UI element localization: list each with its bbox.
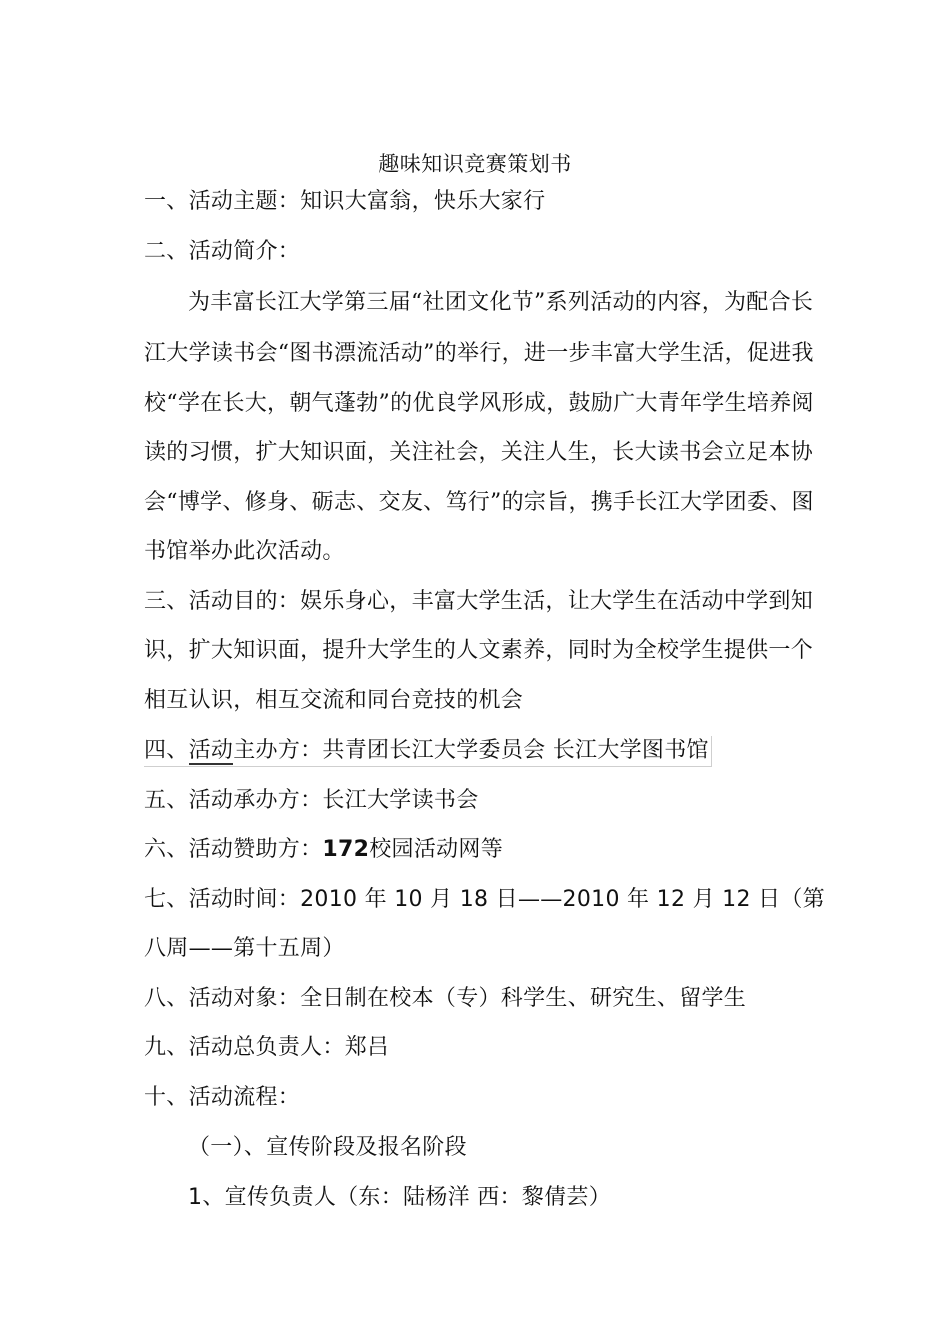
organizer-text: 主办方：共青团长江大学委员会 长江大学图书馆 (233, 738, 709, 763)
intro-paragraph-line-6: 书馆举办此次活动。 (144, 539, 345, 564)
intro-paragraph-line-4: 读的习惯，扩大知识面，关注社会，关注人生，长大读书会立足本协 (144, 440, 814, 465)
item-number: 1 (188, 1185, 203, 1210)
document-title: 趣味知识竞赛策划书 (378, 152, 572, 176)
sponsor-line (144, 835, 814, 865)
time-end-year: 2010 (562, 887, 620, 912)
time-end-day: 12 (722, 887, 751, 912)
time-line-1 (144, 885, 825, 915)
time-end-month-unit: 月 (692, 887, 715, 912)
publicity-leader-line (188, 1183, 858, 1213)
time-day-unit-dash: 日—— (495, 887, 563, 912)
sponsor-name: 校园活动网等 (369, 837, 504, 862)
publicity-leader-text: 、宣传负责人（东：陆杨洋 西：黎倩芸） (202, 1185, 612, 1210)
time-end-day-unit: 日（第 (758, 887, 825, 912)
organizer-box (144, 736, 712, 767)
intro-paragraph-line-1: 为丰富长江大学第三届“社团文化节”系列活动的内容，为配合长 (188, 290, 814, 315)
process-heading: 十、活动流程： (144, 1085, 301, 1110)
intro-heading: 二、活动简介： (144, 239, 301, 264)
time-start-day: 18 (459, 887, 489, 912)
host-line: 五、活动承办方：长江大学读书会 (144, 788, 479, 813)
purpose-line-1: 三、活动目的：娱乐身心，丰富大学生活，让大学生在活动中学到知 (144, 589, 814, 614)
organizer-line (144, 736, 814, 767)
theme-line: 一、活动主题：知识大富翁，快乐大家行 (144, 189, 546, 214)
leader-line: 九、活动总负责人：郑吕 (144, 1035, 390, 1060)
sponsor-number: 172 (322, 837, 370, 862)
time-month-unit: 月 (430, 887, 453, 912)
target-line: 八、活动对象：全日制在校本（专）科学生、研究生、留学生 (144, 986, 747, 1011)
time-label: 七、活动时间： (144, 887, 301, 912)
organizer-prefix: 四、 (144, 738, 189, 763)
purpose-line-3: 相互认识，相互交流和同台竞技的机会 (144, 688, 524, 713)
intro-paragraph-line-5: 会“博学、修身、砺志、交友、笃行”的宗旨，携手长江大学团委、图 (144, 490, 814, 515)
organizer-underlined-word: 活动 (188, 738, 234, 763)
time-end-month: 12 (656, 887, 686, 912)
stage-one-heading: （一）、宣传阶段及报名阶段 (188, 1135, 467, 1160)
intro-paragraph-line-3: 校“学在长大，朝气蓬勃”的优良学风形成，鼓励广大青年学生培养阅 (144, 391, 814, 416)
time-year-unit: 年 (364, 887, 387, 912)
purpose-line-2: 识，扩大知识面，提升大学生的人文素养，同时为全校学生提供一个 (144, 638, 814, 663)
time-line-2: 八周——第十五周） (144, 936, 345, 961)
time-start-year: 2010 (300, 887, 358, 912)
time-start-month: 10 (394, 887, 423, 912)
time-end-year-unit: 年 (627, 887, 650, 912)
sponsor-label: 六、活动赞助方： (144, 837, 323, 862)
intro-paragraph-line-2: 江大学读书会“图书漂流活动”的举行，进一步丰富大学生活，促进我 (144, 341, 814, 366)
